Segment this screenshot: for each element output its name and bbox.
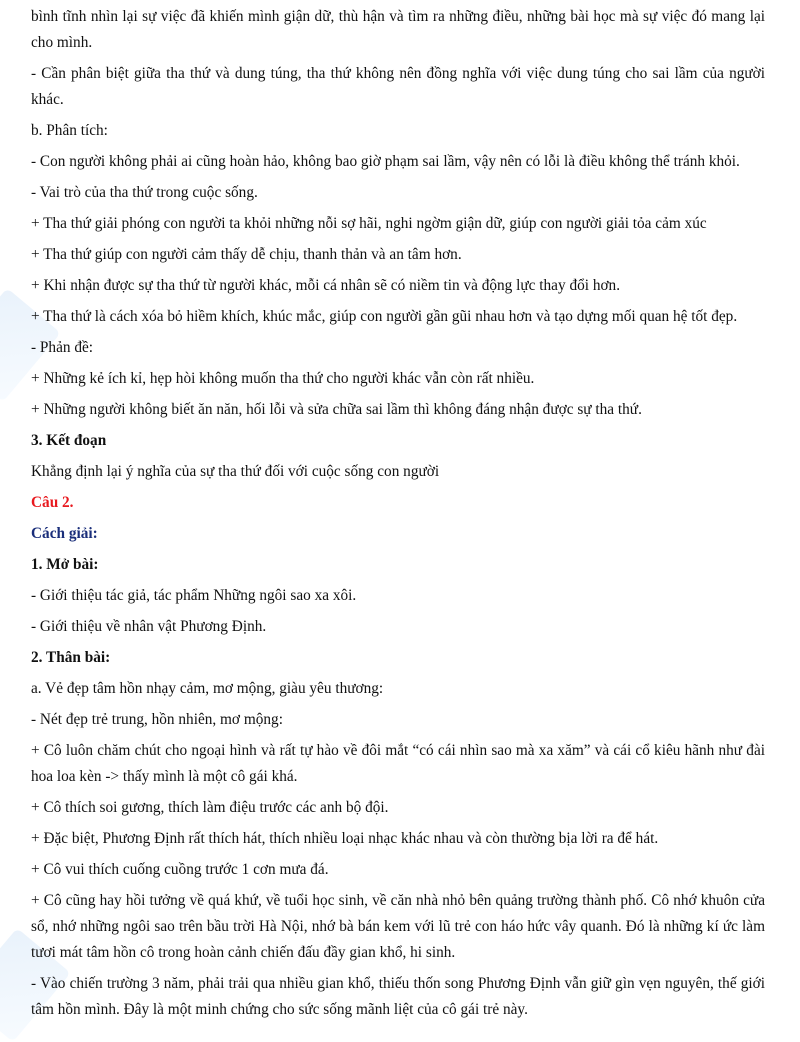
paragraph: + Khi nhận được sự tha thứ từ người khác, mỗi cá nhân sẽ có niềm tin và động lực thay đổi hơn. [31,277,621,294]
paragraph: + Tha thứ giúp con người cảm thấy dễ chịu, thanh thản và an tâm hơn. [31,246,462,263]
paragraph: Khẳng định lại ý nghĩa của sự tha thứ đối với cuộc sống con người [31,463,440,480]
paragraph: + Những kẻ ích kỉ, hẹp hòi không muốn tha thứ cho người khác vẫn còn rất nhiều. [31,370,535,387]
paragraph: + Cô vui thích cuống cuồng trước 1 cơn mưa đá. [31,861,329,878]
section-heading: 3. Kết đoạn [31,432,107,449]
paragraph: - Giới thiệu về nhân vật Phương Định. [31,618,267,635]
paragraph: + Cô luôn chăm chút cho ngoại hình và rất tự hào về đôi mắt “có cái nhìn sao mà xa xăm” và cái cổ kiêu hãnh như đài hoa loa kèn -> thấy mình là một cô gái khá. [31,742,765,785]
section-heading: 1. Mở bài: [31,556,99,573]
paragraph: + Tha thứ giải phóng con người ta khỏi những nỗi sợ hãi, nghi ngờm giận dữ, giúp con người giải tỏa cảm xúc [31,215,707,232]
paragraph: - Giới thiệu tác giả, tác phẩm Những ngôi sao xa xôi. [31,587,357,604]
paragraph: - Phản đề: [31,339,94,356]
paragraph: + Cô thích soi gương, thích làm điệu trước các anh bộ đội. [31,799,389,816]
paragraph: + Tha thứ là cách xóa bỏ hiềm khích, khúc mắc, giúp con người gần gũi nhau hơn và tạo dựng mối quan hệ tốt đẹp. [31,308,738,325]
section-heading: Cách giải: [31,525,98,542]
paragraph: + Đặc biệt, Phương Định rất thích hát, thích nhiều loại nhạc khác nhau và còn thường bịa lời ra để hát. [31,830,659,847]
paragraph: + Cô cũng hay hồi tưởng về quá khứ, về tuổi học sinh, về căn nhà nhỏ bên quảng trường thành phố. Cô nhớ khuôn cửa sổ, nhớ những ngôi sao trên bầu trời Hà Nội, nhớ bà bán kem với lũ trẻ con háo hức vây quanh. Đó là những kí ức làm tươi mát tâm hồn cô trong hoàn cảnh chiến đấu đầy gian khổ, hi sinh. [31,892,765,961]
paragraph: - Cần phân biệt giữa tha thứ và dung túng, tha thứ không nên đồng nghĩa với việc dung túng cho sai lầm của người khác. [31,65,765,108]
paragraph: + Những người không biết ăn năn, hối lỗi và sửa chữa sai lầm thì không đáng nhận được sự tha thứ. [31,401,642,418]
document-body [31,4,765,1028]
paragraph: a. Vẻ đẹp tâm hồn nhạy cảm, mơ mộng, giàu yêu thương: [31,680,384,697]
paragraph: bình tĩnh nhìn lại sự việc đã khiến mình giận dữ, thù hận và tìm ra những điều, những bài học mà sự việc đó mang lại cho mình. [31,8,765,51]
section-heading: 2. Thân bài: [31,649,111,666]
paragraph: b. Phân tích: [31,122,108,139]
paragraph: - Nét đẹp trẻ trung, hồn nhiên, mơ mộng: [31,711,283,728]
section-heading: Câu 2. [31,494,74,511]
paragraph: - Vai trò của tha thứ trong cuộc sống. [31,184,258,201]
paragraph: - Con người không phải ai cũng hoàn hảo, không bao giờ phạm sai lầm, vậy nên có lỗi là điều không thể tránh khỏi. [31,153,740,170]
paragraph: - Vào chiến trường 3 năm, phải trải qua nhiều gian khổ, thiếu thốn song Phương Định vẫn giữ gìn vẹn nguyên, thế giới tâm hồn mình. Đây là một minh chứng cho sức sống mãnh liệt của cô gái trẻ này. [31,975,765,1018]
